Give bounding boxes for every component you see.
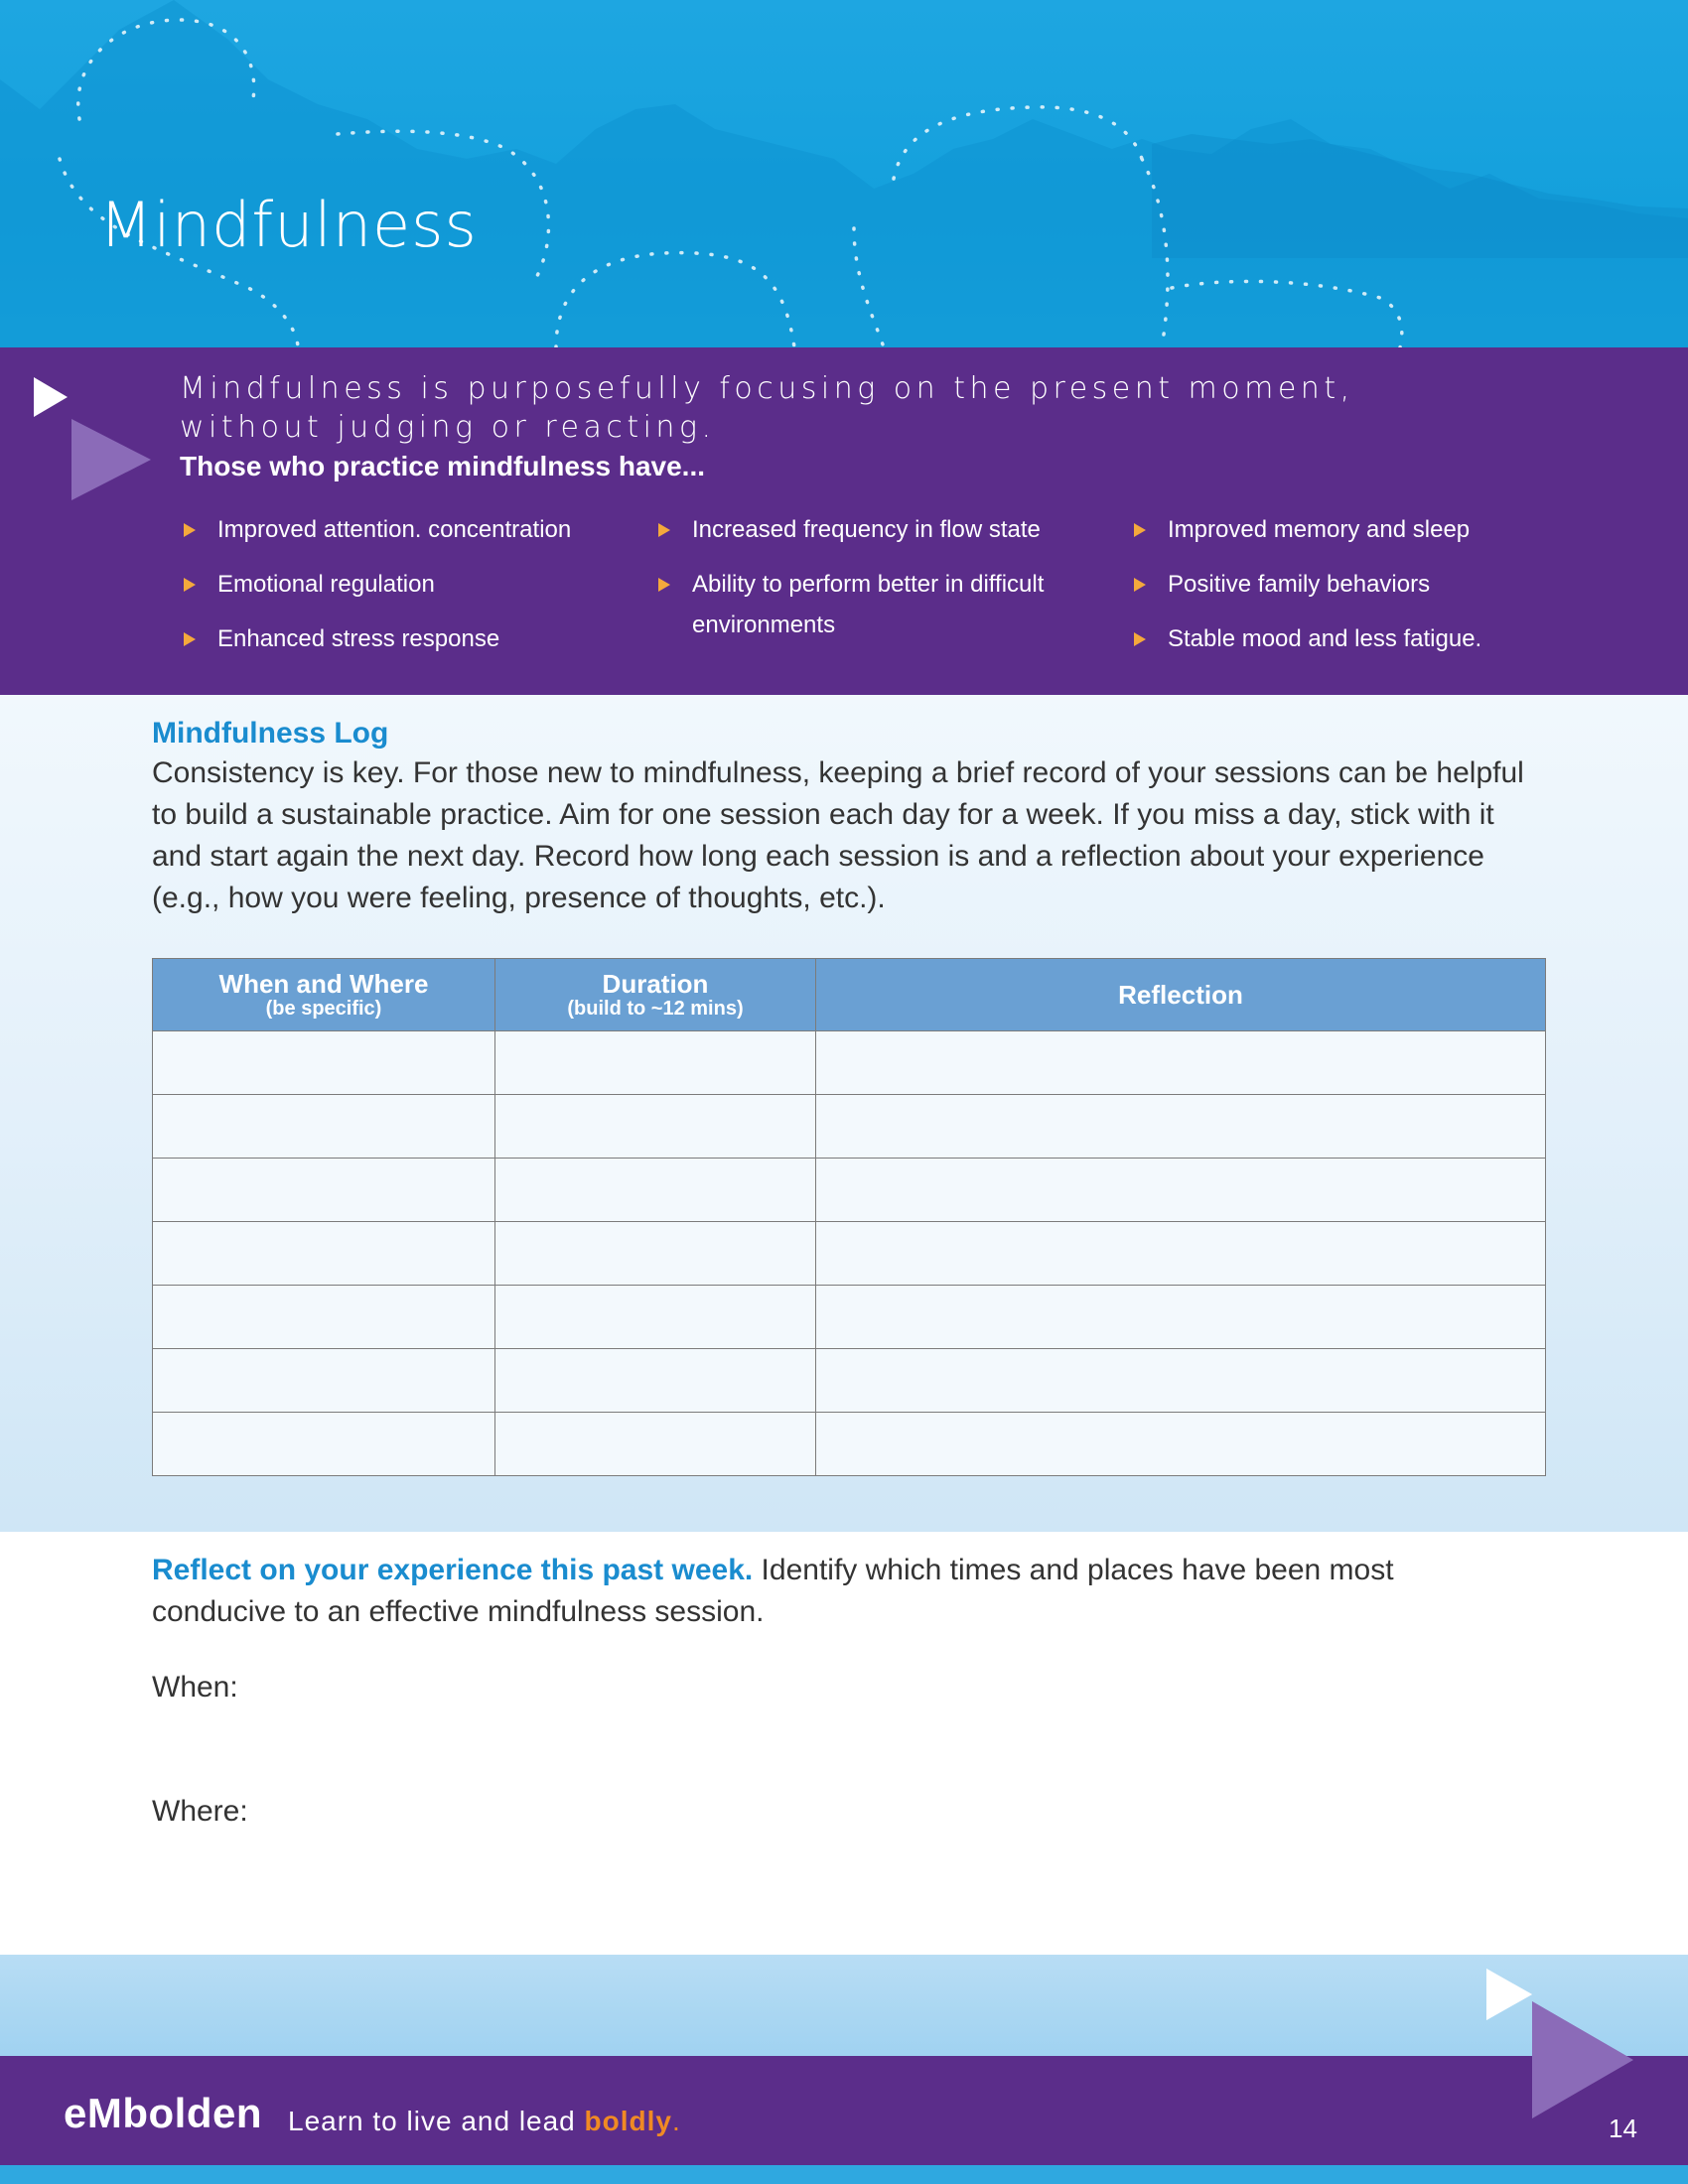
duration-cell[interactable] — [495, 1286, 816, 1349]
table-row — [153, 1222, 1546, 1286]
page-number: 14 — [1609, 2114, 1637, 2143]
tagline-end: . — [671, 2106, 681, 2136]
page-title: Mindfulness — [99, 189, 478, 261]
table-row — [153, 1031, 1546, 1095]
tagline — [288, 2106, 681, 2137]
footer — [0, 2056, 1688, 2184]
reflection-box — [0, 1532, 1587, 1955]
bullet-arrow-icon — [184, 578, 196, 592]
benefit-text: Emotional regulation — [217, 571, 435, 598]
reflection-prompt — [152, 1550, 1443, 1633]
bullet-arrow-icon — [1134, 523, 1146, 537]
bullet-arrow-icon — [658, 523, 670, 537]
column-header-when-where — [153, 959, 495, 1031]
brand-logo: eMbolden — [64, 2090, 262, 2136]
benefit-text: Enhanced stress response — [217, 625, 500, 652]
intro-statement: Mindfulness is purposefully focusing on the present moment, without judging or reacting. — [180, 371, 1354, 445]
table-row — [153, 1413, 1546, 1476]
benefit-text: Improved memory and sleep — [1168, 516, 1471, 543]
list-item — [1134, 618, 1591, 659]
when-where-cell[interactable] — [153, 1031, 495, 1095]
benefit-list — [184, 509, 1514, 668]
reflection-cell[interactable] — [816, 1159, 1546, 1222]
duration-cell[interactable] — [495, 1222, 816, 1286]
list-item — [1134, 509, 1591, 550]
duration-cell[interactable] — [495, 1159, 816, 1222]
reflection-cell[interactable] — [816, 1349, 1546, 1413]
intro-lead: Those who practice mindfulness have... — [180, 451, 706, 481]
when-where-cell[interactable] — [153, 1222, 495, 1286]
bullet-arrow-icon — [658, 578, 670, 592]
benefit-column — [1134, 509, 1591, 673]
benefit-text: Improved attention. concentration — [217, 516, 572, 543]
tagline-accent: boldly — [584, 2106, 672, 2136]
when-where-cell[interactable] — [153, 1286, 495, 1349]
table-row — [153, 1286, 1546, 1349]
column-header-sublabel: (build to ~12 mins) — [567, 998, 744, 1020]
tagline-text: Learn to live and lead — [288, 2106, 585, 2136]
table-row — [153, 1159, 1546, 1222]
list-item — [184, 564, 640, 605]
reflection-cell[interactable] — [816, 1286, 1546, 1349]
log-section — [0, 695, 1688, 1532]
list-item — [184, 618, 640, 659]
list-item — [658, 564, 1075, 645]
benefit-text: Positive family behaviors — [1168, 571, 1431, 598]
benefit-column — [658, 509, 1075, 659]
table-row — [153, 1349, 1546, 1413]
reflection-cell[interactable] — [816, 1222, 1546, 1286]
column-header-sublabel: (be specific) — [265, 998, 382, 1020]
footer-bottom-strip — [0, 2165, 1688, 2184]
mountain-illustration — [0, 0, 1688, 347]
header-banner — [0, 0, 1688, 347]
column-header-duration — [495, 959, 816, 1031]
intro-band — [0, 347, 1688, 695]
column-header-reflection — [816, 959, 1546, 1031]
bullet-arrow-icon — [184, 523, 196, 537]
bullet-arrow-icon — [184, 632, 196, 646]
where-label: Where: — [152, 1795, 248, 1828]
play-arrow-overlay-icon — [1484, 1966, 1643, 2120]
reflection-cell[interactable] — [816, 1413, 1546, 1476]
when-where-cell[interactable] — [153, 1159, 495, 1222]
benefit-text: Stable mood and less fatigue. — [1168, 625, 1482, 652]
column-header-label: Reflection — [1118, 980, 1243, 1010]
table-row — [153, 1095, 1546, 1159]
reflection-cell[interactable] — [816, 1095, 1546, 1159]
reflection-instructions: Identify which times and places have been most conducive to an effective mindfulness session. — [152, 1554, 1394, 1628]
duration-cell[interactable] — [495, 1413, 816, 1476]
play-arrow-icon — [34, 377, 153, 506]
reflection-cell[interactable] — [816, 1031, 1546, 1095]
benefit-text: Increased frequency in flow state — [692, 516, 1041, 543]
log-title: Mindfulness Log — [152, 717, 389, 750]
column-header-label: When and Where — [218, 969, 429, 999]
duration-cell[interactable] — [495, 1349, 816, 1413]
reflection-lead: Reflect on your experience this past week. — [152, 1554, 754, 1586]
when-where-cell[interactable] — [153, 1349, 495, 1413]
benefit-column — [184, 509, 640, 673]
when-label: When: — [152, 1671, 238, 1704]
log-description: Consistency is key. For those new to mindfulness, keeping a brief record of your sessions can be helpful to build a sustainable practice. Aim for one session each day for a week. If you miss a day, stick with it and start again the next day. Record how long each session is and a reflection about your experience (e.g., how you were feeling, presence of thoughts, etc.). — [152, 756, 1524, 914]
when-where-cell[interactable] — [153, 1095, 495, 1159]
list-item — [184, 509, 640, 550]
column-header-label: Duration — [602, 969, 709, 999]
duration-cell[interactable] — [495, 1031, 816, 1095]
benefit-text: Ability to perform better in difficult environments — [692, 571, 1045, 638]
table-header-row — [153, 959, 1546, 1031]
list-item — [658, 509, 1075, 550]
bullet-arrow-icon — [1134, 578, 1146, 592]
lower-strip — [0, 1955, 1688, 2056]
when-where-cell[interactable] — [153, 1413, 495, 1476]
list-item — [1134, 564, 1591, 605]
bullet-arrow-icon — [1134, 632, 1146, 646]
duration-cell[interactable] — [495, 1095, 816, 1159]
mindfulness-log-table — [152, 958, 1546, 1476]
